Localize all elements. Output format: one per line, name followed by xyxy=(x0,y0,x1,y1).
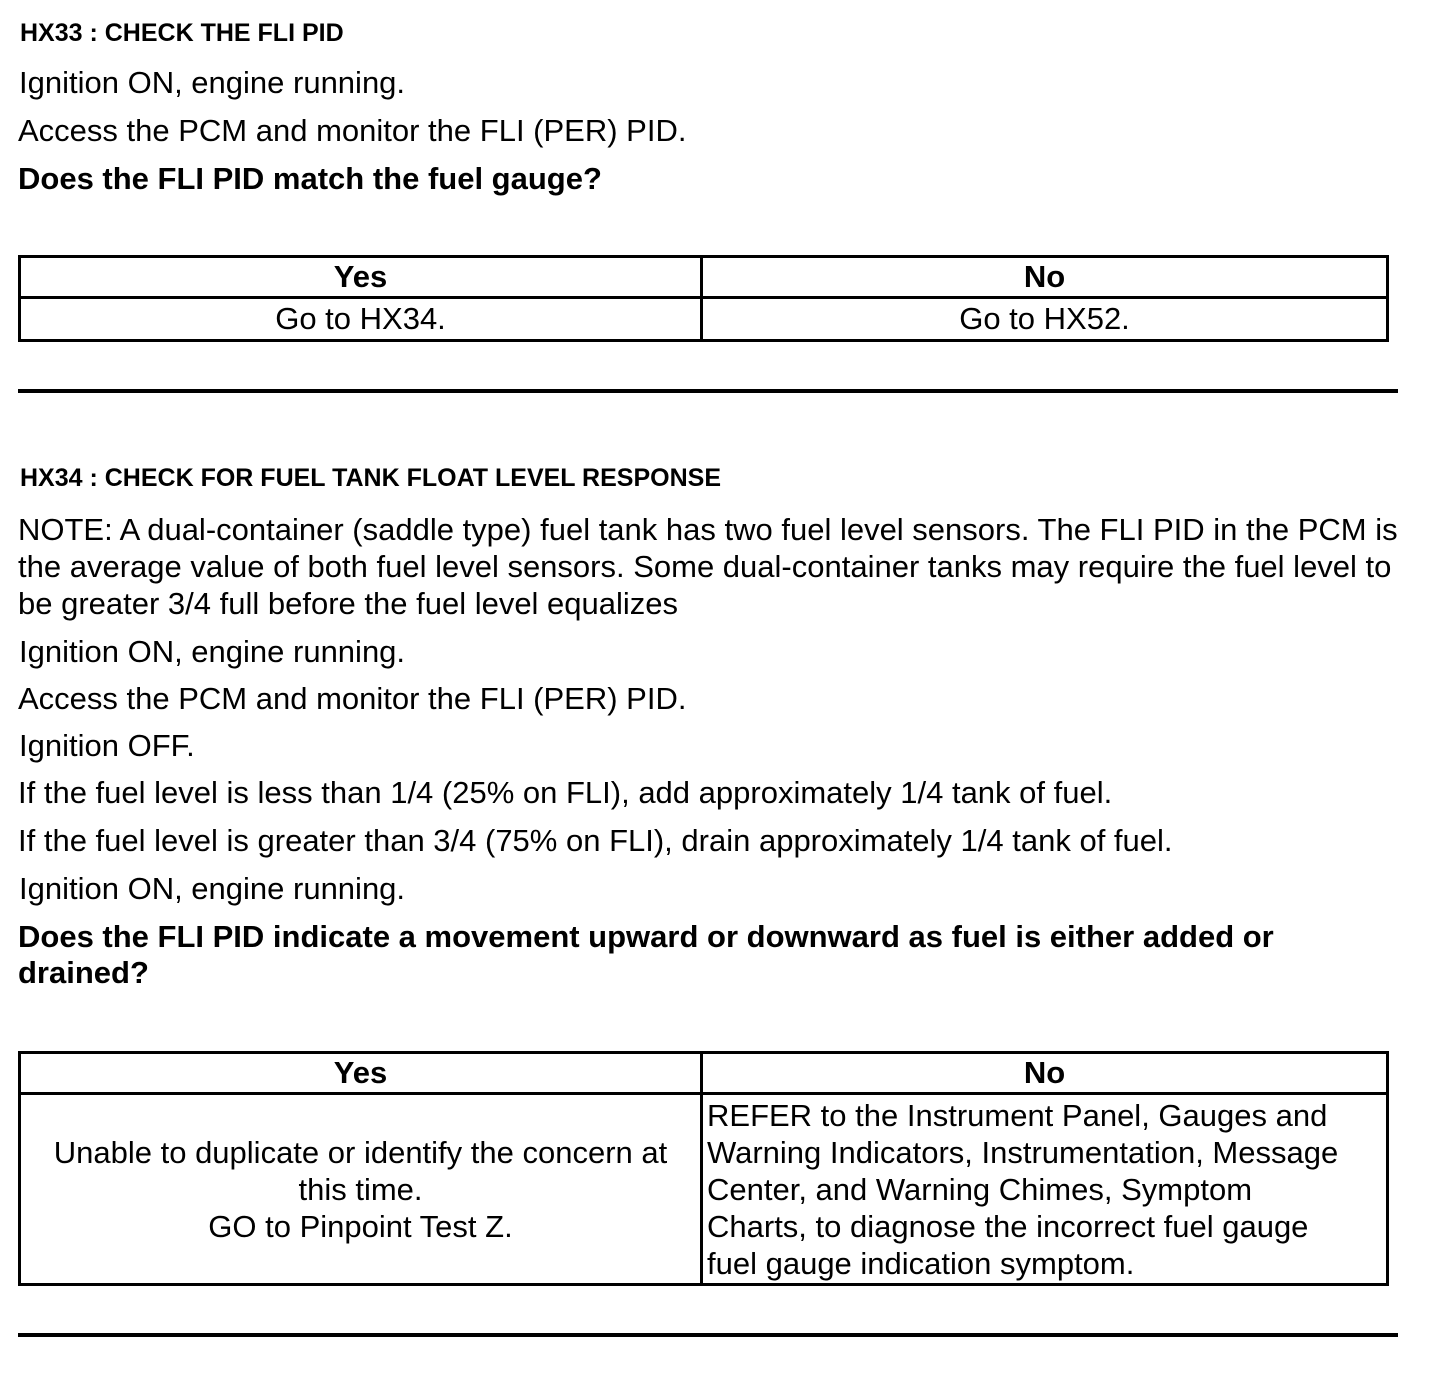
table-header-row xyxy=(20,1053,1388,1094)
table-row xyxy=(20,1094,1388,1285)
yes-header: Yes xyxy=(20,257,702,298)
section-divider xyxy=(18,1333,1398,1337)
no-action: Go to HX52. xyxy=(702,298,1388,341)
no-header: No xyxy=(702,1053,1388,1094)
hx34-step-3: Ignition OFF. xyxy=(19,728,195,763)
no-action-line-3: Center, and Warning Chimes, Symptom xyxy=(707,1172,1253,1207)
yes-action xyxy=(20,1094,702,1285)
hx34-heading: HX34 : CHECK FOR FUEL TANK FLOAT LEVEL RESPONSE xyxy=(20,464,721,492)
hx34-step-6: Ignition ON, engine running. xyxy=(19,871,406,906)
no-action xyxy=(702,1094,1388,1285)
hx33-step-1: Ignition ON, engine running. xyxy=(19,65,406,100)
section-divider xyxy=(18,389,1398,393)
table-header-row xyxy=(20,257,1388,298)
yes-action-line-1: Unable to duplicate or identify the concern at xyxy=(53,1134,668,1170)
yes-header: Yes xyxy=(20,1053,702,1094)
hx34-step-4: If the fuel level is less than 1/4 (25% on FLI), add approximately 1/4 tank of fuel. xyxy=(18,775,1113,810)
hx34-step-2: Access the PCM and monitor the FLI (PER) PID. xyxy=(18,681,687,716)
no-action-line-5: fuel gauge indication symptom. xyxy=(707,1246,1135,1281)
hx34-step-5: If the fuel level is greater than 3/4 (75% on FLI), drain approximately 1/4 tank of fuel. xyxy=(18,823,1173,858)
hx33-step-2: Access the PCM and monitor the FLI (PER) PID. xyxy=(18,113,687,148)
no-header: No xyxy=(702,257,1388,298)
hx34-note: NOTE: A dual-container (saddle type) fuel tank has two fuel level sensors. The FLI PID in the PCM is the average value of both fuel level sensors. Some dual-container tanks may require the fuel level to be greater 3/4 full before the fuel level equalizes xyxy=(18,512,1398,621)
yes-action-line-2: this time. xyxy=(298,1171,423,1207)
no-action-line-4: Charts, to diagnose the incorrect fuel gauge xyxy=(707,1209,1309,1244)
hx34-question: Does the FLI PID indicate a movement upward or downward as fuel is either added or drained? xyxy=(18,919,1274,990)
table-row xyxy=(20,298,1388,341)
hx33-heading: HX33 : CHECK THE FLI PID xyxy=(20,19,344,47)
yes-action-line-3: GO to Pinpoint Test Z. xyxy=(208,1208,513,1244)
hx33-question: Does the FLI PID match the fuel gauge? xyxy=(18,161,602,196)
hx34-decision-table xyxy=(18,1051,1389,1286)
yes-action: Go to HX34. xyxy=(20,298,702,341)
hx34-step-1: Ignition ON, engine running. xyxy=(19,634,406,669)
no-action-line-1: REFER to the Instrument Panel, Gauges and xyxy=(707,1098,1328,1133)
hx33-decision-table xyxy=(18,255,1389,342)
no-action-line-2: Warning Indicators, Instrumentation, Message xyxy=(707,1135,1339,1170)
